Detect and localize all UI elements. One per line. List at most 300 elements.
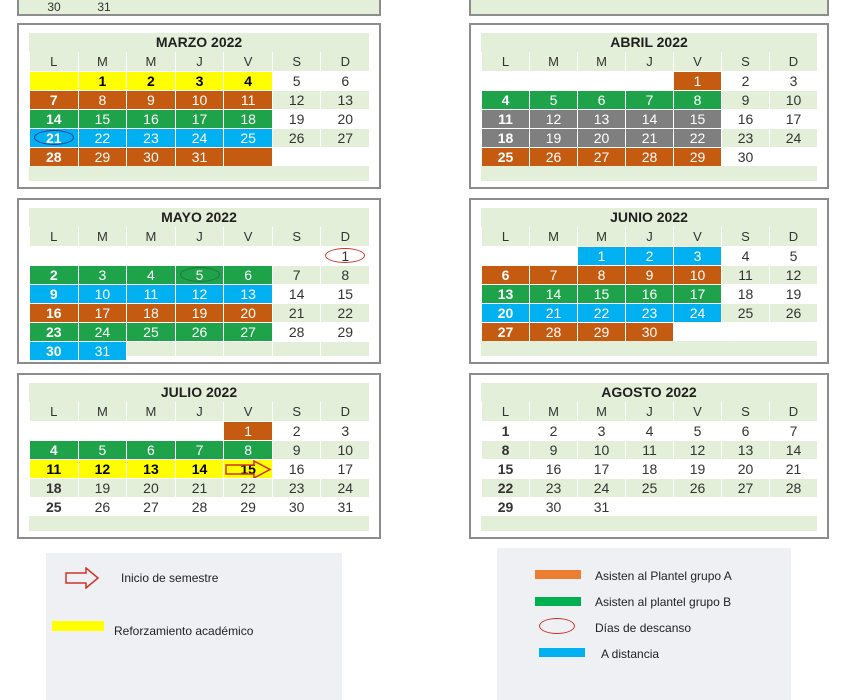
day-cell[interactable] — [223, 341, 272, 360]
day-cell[interactable] — [126, 246, 175, 265]
day-cell[interactable]: 10 — [673, 265, 721, 284]
day-cell[interactable]: 17 — [673, 284, 721, 303]
weekday-header: L — [481, 52, 529, 71]
day-cell[interactable]: 6 — [126, 440, 175, 459]
day-cell[interactable]: 23 — [126, 128, 175, 147]
day-cell[interactable]: 9 — [126, 90, 175, 109]
week-row — [481, 497, 817, 516]
day-cell[interactable]: 11 — [721, 265, 769, 284]
week-row — [29, 497, 369, 516]
previous-calendar-stub-right — [469, 0, 829, 16]
day-cell[interactable] — [320, 147, 369, 166]
day-cell[interactable]: 18 — [625, 459, 673, 478]
week-row — [29, 421, 369, 440]
day-cell[interactable]: 26 — [78, 497, 127, 516]
day-cell[interactable]: 25 — [29, 497, 78, 516]
day-cell[interactable] — [577, 71, 625, 90]
day-cell-rest-day[interactable]: 5 — [175, 265, 224, 284]
day-cell[interactable]: 3 — [175, 71, 224, 90]
day-cell[interactable] — [29, 71, 78, 90]
day-cell[interactable]: 16 — [29, 303, 78, 322]
day-cell[interactable]: 4 — [481, 90, 529, 109]
day-cell[interactable] — [272, 341, 321, 360]
day-cell[interactable]: 3 — [673, 246, 721, 265]
weekday-header: M — [126, 402, 175, 421]
stub-day: 31 — [97, 0, 111, 14]
day-cell[interactable]: 23 — [272, 478, 321, 497]
day-cell[interactable]: 8 — [78, 90, 127, 109]
day-cell[interactable]: 26 — [529, 147, 577, 166]
day-cell[interactable]: 5 — [529, 90, 577, 109]
day-cell[interactable]: 12 — [529, 109, 577, 128]
arrow-right-outline-icon — [224, 460, 272, 479]
day-cell[interactable]: 29 — [673, 147, 721, 166]
day-cell[interactable]: 3 — [577, 421, 625, 440]
day-cell[interactable] — [126, 341, 175, 360]
day-cell[interactable]: 14 — [529, 284, 577, 303]
day-cell[interactable]: 10 — [175, 90, 224, 109]
day-cell[interactable]: 29 — [223, 497, 272, 516]
day-cell[interactable]: 7 — [769, 421, 817, 440]
day-cell[interactable]: 6 — [481, 265, 529, 284]
day-cell[interactable] — [721, 322, 769, 341]
day-cell[interactable]: 23 — [625, 303, 673, 322]
day-cell[interactable]: 13 — [320, 90, 369, 109]
day-cell[interactable]: 19 — [272, 109, 321, 128]
day-cell[interactable]: 24 — [320, 478, 369, 497]
day-cell[interactable]: 18 — [126, 303, 175, 322]
day-cell[interactable]: 12 — [769, 265, 817, 284]
day-cell[interactable]: 16 — [272, 459, 321, 478]
day-cell[interactable] — [320, 341, 369, 360]
day-cell-rest-day[interactable]: 21 — [29, 128, 78, 147]
week-row — [481, 303, 817, 322]
day-cell[interactable]: 25 — [126, 322, 175, 341]
weekday-header: D — [320, 52, 369, 71]
day-cell[interactable]: 31 — [78, 341, 127, 360]
day-cell[interactable]: 16 — [126, 109, 175, 128]
day-cell[interactable]: 13 — [721, 440, 769, 459]
day-cell[interactable]: 17 — [577, 459, 625, 478]
day-cell[interactable]: 18 — [223, 109, 272, 128]
day-cell[interactable]: 30 — [29, 341, 78, 360]
week-row — [29, 459, 369, 478]
day-cell[interactable]: 27 — [721, 478, 769, 497]
calendar-title: MARZO 2022 — [155, 34, 243, 50]
day-cell[interactable]: 4 — [126, 265, 175, 284]
day-cell[interactable]: 13 — [223, 284, 272, 303]
weekday-header-row — [481, 402, 817, 421]
legend-right — [497, 548, 791, 700]
week-row — [481, 246, 817, 265]
day-cell[interactable]: 24 — [769, 128, 817, 147]
previous-calendar-stub-left — [17, 0, 381, 16]
day-cell[interactable]: 19 — [175, 303, 224, 322]
day-cell[interactable]: 11 — [625, 440, 673, 459]
day-cell[interactable]: 7 — [272, 265, 321, 284]
day-cell[interactable]: 22 — [577, 303, 625, 322]
day-cell[interactable]: 16 — [529, 459, 577, 478]
day-cell[interactable]: 30 — [529, 497, 577, 516]
day-cell[interactable]: 17 — [78, 303, 127, 322]
day-cell[interactable]: 24 — [577, 478, 625, 497]
stub-day: 30 — [47, 0, 61, 14]
day-cell[interactable]: 13 — [481, 284, 529, 303]
day-cell[interactable]: 31 — [320, 497, 369, 516]
day-cell[interactable]: 2 — [721, 71, 769, 90]
day-cell[interactable]: 10 — [320, 440, 369, 459]
weekday-header-row — [29, 227, 369, 246]
week-row — [481, 128, 817, 147]
legend-grupo-a-swatch — [535, 570, 581, 579]
weekday-header: L — [29, 227, 78, 246]
day-cell[interactable] — [29, 246, 78, 265]
day-cell[interactable]: 11 — [223, 90, 272, 109]
day-cell[interactable]: 20 — [721, 459, 769, 478]
day-cell[interactable] — [529, 71, 577, 90]
week-row — [29, 71, 369, 90]
day-cell[interactable]: 9 — [625, 265, 673, 284]
day-cell[interactable]: 6 — [320, 71, 369, 90]
week-row — [481, 322, 817, 341]
legend-left — [46, 553, 342, 700]
day-cell[interactable]: 4 — [721, 246, 769, 265]
week-row — [481, 421, 817, 440]
weekday-header: V — [673, 227, 721, 246]
day-cell[interactable]: 28 — [769, 478, 817, 497]
day-cell[interactable] — [625, 71, 673, 90]
day-cell[interactable] — [673, 322, 721, 341]
day-cell[interactable]: 1 — [673, 71, 721, 90]
weekday-header: M — [529, 227, 577, 246]
day-cell[interactable]: 3 — [78, 265, 127, 284]
day-cell[interactable]: 30 — [625, 322, 673, 341]
weekday-header-row — [481, 227, 817, 246]
day-cell[interactable]: 2 — [29, 265, 78, 284]
calendar-abril — [469, 23, 829, 189]
day-cell[interactable]: 4 — [625, 421, 673, 440]
day-cell[interactable] — [481, 71, 529, 90]
day-cell[interactable]: 7 — [529, 265, 577, 284]
day-cell[interactable]: 1 — [577, 246, 625, 265]
arrow-right-outline-icon — [64, 567, 100, 589]
legend-distancia-label: A distancia — [601, 647, 660, 661]
weekday-header: S — [721, 227, 769, 246]
day-cell[interactable]: 27 — [223, 322, 272, 341]
day-cell[interactable]: 22 — [78, 128, 127, 147]
weekday-header: D — [769, 227, 817, 246]
weekday-header: L — [29, 402, 78, 421]
day-cell[interactable]: 15 — [481, 459, 529, 478]
day-cell[interactable]: 28 — [272, 322, 321, 341]
day-cell[interactable]: 9 — [272, 440, 321, 459]
day-cell[interactable]: 5 — [78, 440, 127, 459]
day-cell-rest-day[interactable]: 1 — [320, 246, 369, 265]
week-row — [29, 128, 369, 147]
day-cell[interactable]: 21 — [175, 478, 224, 497]
day-cell[interactable]: 14 — [29, 109, 78, 128]
day-cell[interactable]: 12 — [673, 440, 721, 459]
day-cell[interactable] — [625, 497, 673, 516]
day-cell[interactable]: 5 — [769, 246, 817, 265]
day-cell[interactable]: 20 — [126, 478, 175, 497]
weekday-header: M — [577, 52, 625, 71]
day-cell[interactable]: 5 — [272, 71, 321, 90]
day-cell[interactable]: 12 — [272, 90, 321, 109]
legend-reforzamiento-swatch — [52, 621, 104, 631]
day-cell[interactable] — [29, 421, 78, 440]
day-cell[interactable]: 11 — [481, 109, 529, 128]
weekday-header: D — [320, 402, 369, 421]
day-cell[interactable] — [175, 421, 224, 440]
day-cell[interactable]: 7 — [625, 90, 673, 109]
day-cell[interactable]: 28 — [29, 147, 78, 166]
day-cell[interactable]: 24 — [175, 128, 224, 147]
day-cell[interactable]: 6 — [577, 90, 625, 109]
day-cell[interactable] — [175, 246, 224, 265]
calendar-title: JULIO 2022 — [160, 384, 238, 400]
day-cell[interactable]: 28 — [175, 497, 224, 516]
day-cell[interactable] — [272, 246, 321, 265]
day-cell[interactable]: 19 — [769, 284, 817, 303]
day-cell[interactable]: 8 — [673, 90, 721, 109]
legend-descanso-circle — [539, 618, 575, 634]
day-cell[interactable]: 26 — [175, 322, 224, 341]
day-cell[interactable]: 14 — [272, 284, 321, 303]
day-cell[interactable]: 8 — [481, 440, 529, 459]
day-cell[interactable]: 15 — [78, 109, 127, 128]
weekday-header: M — [529, 52, 577, 71]
day-cell[interactable]: 22 — [223, 478, 272, 497]
day-cell[interactable] — [223, 246, 272, 265]
rest-day-circle — [180, 267, 220, 282]
day-cell[interactable]: 3 — [320, 421, 369, 440]
weekday-header: M — [78, 402, 127, 421]
day-cell[interactable]: 14 — [769, 440, 817, 459]
day-cell[interactable]: 2 — [272, 421, 321, 440]
day-cell[interactable]: 25 — [625, 478, 673, 497]
day-cell[interactable]: 15 — [673, 109, 721, 128]
weekday-header: V — [223, 227, 272, 246]
week-row — [29, 341, 369, 360]
weekday-header: S — [272, 402, 321, 421]
day-cell[interactable]: 30 — [721, 147, 769, 166]
day-cell[interactable]: 25 — [223, 128, 272, 147]
day-cell[interactable] — [78, 246, 127, 265]
day-cell[interactable] — [223, 147, 272, 166]
weekday-header: J — [175, 402, 224, 421]
day-cell[interactable]: 20 — [320, 109, 369, 128]
day-cell[interactable]: 20 — [223, 303, 272, 322]
day-cell[interactable]: 12 — [175, 284, 224, 303]
day-cell[interactable]: 14 — [175, 459, 224, 478]
week-row — [481, 284, 817, 303]
day-cell[interactable]: 30 — [272, 497, 321, 516]
day-cell[interactable]: 26 — [673, 478, 721, 497]
day-cell[interactable] — [769, 497, 817, 516]
day-cell[interactable]: 1 — [78, 71, 127, 90]
day-cell[interactable]: 26 — [769, 303, 817, 322]
calendar-title: JUNIO 2022 — [610, 209, 688, 225]
day-cell[interactable]: 24 — [78, 322, 127, 341]
weekday-header: M — [126, 227, 175, 246]
day-cell[interactable]: 2 — [126, 71, 175, 90]
day-cell[interactable]: 21 — [769, 459, 817, 478]
day-cell[interactable]: 31 — [175, 147, 224, 166]
week-row — [481, 478, 817, 497]
day-cell[interactable] — [673, 497, 721, 516]
day-cell[interactable]: 21 — [625, 128, 673, 147]
calendar-title: AGOSTO 2022 — [601, 384, 697, 400]
day-cell[interactable]: 23 — [29, 322, 78, 341]
day-cell[interactable]: 15 — [320, 284, 369, 303]
day-cell[interactable] — [78, 421, 127, 440]
day-cell[interactable]: 22 — [673, 128, 721, 147]
calendar-mayo — [17, 198, 381, 364]
rest-day-circle — [325, 248, 365, 263]
day-cell[interactable]: 9 — [529, 440, 577, 459]
legend-descanso-label: Días de descanso — [595, 621, 692, 635]
week-row — [29, 303, 369, 322]
day-cell[interactable]: 27 — [481, 322, 529, 341]
day-cell[interactable]: 27 — [577, 147, 625, 166]
day-cell[interactable]: 19 — [529, 128, 577, 147]
day-cell[interactable]: 4 — [223, 71, 272, 90]
weekday-header: D — [769, 52, 817, 71]
day-cell[interactable]: 22 — [320, 303, 369, 322]
week-row — [29, 478, 369, 497]
day-cell[interactable] — [769, 322, 817, 341]
day-cell[interactable]: 20 — [577, 128, 625, 147]
day-cell[interactable]: 2 — [529, 421, 577, 440]
day-cell[interactable]: 2 — [625, 246, 673, 265]
week-row — [481, 440, 817, 459]
legend-grupo-a-label: Asisten al Plantel grupo A — [595, 569, 732, 583]
day-cell[interactable]: 17 — [175, 109, 224, 128]
week-row — [29, 109, 369, 128]
day-cell[interactable]: 1 — [223, 421, 272, 440]
day-cell[interactable]: 29 — [320, 322, 369, 341]
day-cell[interactable]: 18 — [721, 284, 769, 303]
day-cell[interactable]: 29 — [78, 147, 127, 166]
day-cell[interactable]: 29 — [577, 322, 625, 341]
weekday-header: M — [577, 227, 625, 246]
day-cell[interactable]: 16 — [625, 284, 673, 303]
weekday-header: V — [673, 52, 721, 71]
day-cell[interactable]: 7 — [29, 90, 78, 109]
day-cell[interactable]: 9 — [29, 284, 78, 303]
day-cell[interactable]: 11 — [29, 459, 78, 478]
day-cell[interactable] — [481, 246, 529, 265]
legend-distancia-swatch — [539, 648, 585, 657]
day-cell[interactable]: 23 — [721, 128, 769, 147]
day-cell[interactable]: 19 — [673, 459, 721, 478]
day-cell[interactable] — [769, 147, 817, 166]
calendar-title: ABRIL 2022 — [610, 34, 688, 50]
day-cell[interactable] — [272, 147, 321, 166]
week-row — [29, 322, 369, 341]
week-row — [481, 71, 817, 90]
weekday-header: J — [175, 227, 224, 246]
day-cell[interactable]: 15 — [577, 284, 625, 303]
day-cell[interactable]: 19 — [78, 478, 127, 497]
day-cell[interactable]: 14 — [625, 109, 673, 128]
day-cell[interactable] — [529, 246, 577, 265]
day-cell[interactable]: 5 — [673, 421, 721, 440]
week-row — [29, 440, 369, 459]
calendar-title: MAYO 2022 — [161, 209, 237, 225]
day-cell[interactable]: 24 — [673, 303, 721, 322]
day-cell[interactable]: 22 — [481, 478, 529, 497]
day-cell[interactable]: 16 — [721, 109, 769, 128]
day-cell[interactable]: 21 — [529, 303, 577, 322]
day-cell[interactable]: 10 — [769, 90, 817, 109]
day-cell[interactable]: 18 — [481, 128, 529, 147]
legend-grupo-b-label: Asisten al plantel grupo B — [595, 595, 732, 609]
day-cell[interactable]: 28 — [529, 322, 577, 341]
week-row — [29, 246, 369, 265]
day-cell[interactable]: 10 — [577, 440, 625, 459]
day-cell[interactable]: 17 — [320, 459, 369, 478]
day-cell[interactable]: 28 — [625, 147, 673, 166]
legend-reforzamiento-label: Reforzamiento académico — [114, 624, 254, 638]
day-cell[interactable]: 25 — [721, 303, 769, 322]
day-cell[interactable]: 8 — [223, 440, 272, 459]
day-cell[interactable]: 31 — [577, 497, 625, 516]
day-cell[interactable] — [175, 341, 224, 360]
day-cell[interactable]: 29 — [481, 497, 529, 516]
day-cell[interactable]: 4 — [29, 440, 78, 459]
day-cell[interactable]: 26 — [272, 128, 321, 147]
week-row — [481, 147, 817, 166]
day-cell[interactable]: 30 — [126, 147, 175, 166]
day-cell[interactable]: 21 — [272, 303, 321, 322]
day-cell[interactable]: 12 — [78, 459, 127, 478]
day-cell[interactable] — [721, 497, 769, 516]
legend-grupo-b-swatch — [535, 597, 581, 606]
day-cell[interactable]: 6 — [721, 421, 769, 440]
day-cell-semester-start[interactable]: 15 — [223, 459, 272, 478]
day-cell[interactable]: 23 — [529, 478, 577, 497]
day-cell[interactable]: 1 — [481, 421, 529, 440]
day-cell[interactable]: 20 — [481, 303, 529, 322]
day-cell[interactable]: 18 — [29, 478, 78, 497]
rest-day-circle — [34, 130, 74, 145]
day-cell[interactable]: 17 — [769, 109, 817, 128]
day-cell[interactable]: 8 — [320, 265, 369, 284]
day-cell[interactable]: 13 — [126, 459, 175, 478]
week-row — [29, 265, 369, 284]
day-cell[interactable]: 13 — [577, 109, 625, 128]
day-cell[interactable]: 27 — [320, 128, 369, 147]
weekday-header: M — [529, 402, 577, 421]
calendar-julio — [17, 373, 381, 539]
day-cell[interactable] — [126, 421, 175, 440]
weekday-header: L — [481, 402, 529, 421]
weekday-header: V — [223, 402, 272, 421]
day-cell[interactable]: 11 — [126, 284, 175, 303]
week-row — [29, 284, 369, 303]
calendar-marzo — [17, 23, 381, 189]
day-cell[interactable]: 8 — [577, 265, 625, 284]
day-cell[interactable]: 6 — [223, 265, 272, 284]
day-cell[interactable]: 27 — [126, 497, 175, 516]
day-cell[interactable]: 25 — [481, 147, 529, 166]
day-cell[interactable]: 3 — [769, 71, 817, 90]
day-cell[interactable]: 10 — [78, 284, 127, 303]
day-cell[interactable]: 9 — [721, 90, 769, 109]
day-cell[interactable]: 7 — [175, 440, 224, 459]
